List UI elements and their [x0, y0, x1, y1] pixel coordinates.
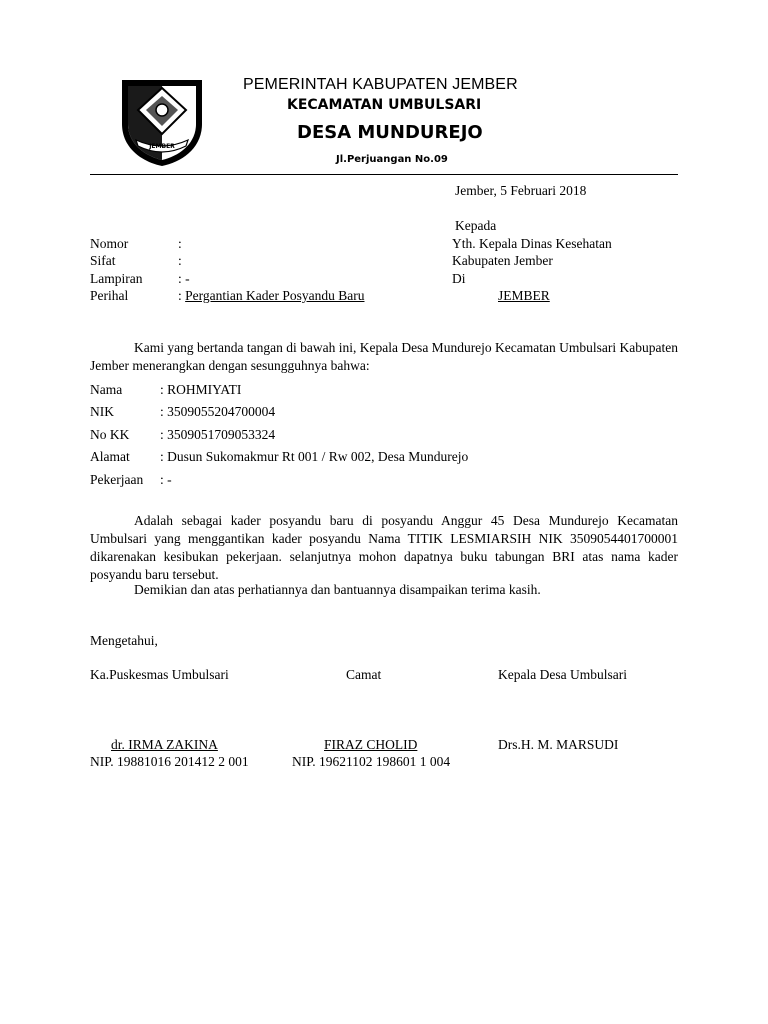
recipient-di: Di: [452, 271, 466, 286]
meta-value-lampiran: : -: [178, 271, 190, 286]
person-value-pekerjaan: : -: [160, 472, 172, 487]
signer-title-kades: Kepala Desa Umbulsari: [498, 667, 627, 682]
person-value-alamat: : Dusun Sukomakmur Rt 001 / Rw 002, Desa Mundurejo: [160, 449, 469, 464]
header-divider: [90, 174, 678, 175]
meta-label-nomor: Nomor: [90, 236, 129, 251]
person-label-pekerjaan: Pekerjaan: [90, 472, 144, 487]
meta-value-perihal: [178, 287, 364, 305]
header-village: DESA MUNDUREJO: [297, 122, 483, 143]
recipient-city: JEMBER: [498, 288, 550, 303]
recipient-kab: Kabupaten Jember: [452, 253, 553, 268]
logo-text: JEMBER: [149, 143, 175, 150]
person-label-nokk: No KK: [90, 427, 130, 442]
person-value-nokk: : 3509051709053324: [160, 427, 276, 442]
meta-value-nomor: :: [178, 236, 182, 251]
recipient-kepada: Kepada: [455, 218, 497, 233]
person-value-nama: : ROHMIYATI: [160, 382, 242, 397]
person-value-nik: : 3509055204700004: [160, 404, 276, 419]
signer-nip-camat: NIP. 19621102 198601 1 004: [292, 754, 451, 769]
mengetahui-label: Mengetahui,: [90, 633, 158, 648]
date-line: Jember, 5 Februari 2018: [455, 183, 587, 198]
meta-value-sifat: :: [178, 253, 182, 268]
signer-name-puskesmas: dr. IRMA ZAKINA: [111, 737, 218, 752]
closing-line: Demikian dan atas perhatiannya dan bantuannya disampaikan terima kasih.: [134, 582, 541, 597]
recipient-yth: Yth. Kepala Dinas Kesehatan: [452, 236, 612, 251]
meta-label-lampiran: Lampiran: [90, 271, 143, 286]
jember-crest-logo: [116, 76, 208, 168]
perihal-colon: :: [178, 288, 186, 303]
signer-title-puskesmas: Ka.Puskesmas Umbulsari: [90, 667, 229, 682]
signer-nip-puskesmas: NIP. 19881016 201412 2 001: [90, 754, 249, 769]
person-label-nik: NIK: [90, 404, 114, 419]
body-paragraph: Adalah sebagai kader posyandu baru di posyandu Anggur 45 Desa Mundurejo Kecamatan Umbulsari yang menggantikan kader posyandu Nama TITIK LESMIARSIH NIK 3509054401700001 dikarenakan kesibukan pekerjaan. selanjutnya mohon dapatnya buku tabungan BRI atas nama kader posyandu baru tersebut.: [90, 513, 678, 582]
person-label-alamat: Alamat: [90, 449, 130, 464]
header-gov: PEMERINTAH KABUPATEN JEMBER: [243, 76, 518, 93]
header-district: KECAMATAN UMBULSARI: [287, 97, 482, 113]
perihal-subject: Pergantian Kader Posyandu Baru: [185, 288, 365, 303]
meta-label-sifat: Sifat: [90, 253, 116, 268]
person-label-nama: Nama: [90, 382, 123, 397]
signer-name-camat: FIRAZ CHOLID: [324, 737, 418, 752]
header-address: Jl.Perjuangan No.09: [336, 154, 448, 165]
meta-label-perihal: Perihal: [90, 288, 129, 303]
signer-title-camat: Camat: [346, 667, 382, 682]
intro-paragraph: Kami yang bertanda tangan di bawah ini, Kepala Desa Mundurejo Kecamatan Umbulsari Kabupaten Jember menerangkan dengan sesungguhnya bahwa:: [90, 340, 678, 373]
signer-name-kades: Drs.H. M. MARSUDI: [498, 737, 619, 752]
